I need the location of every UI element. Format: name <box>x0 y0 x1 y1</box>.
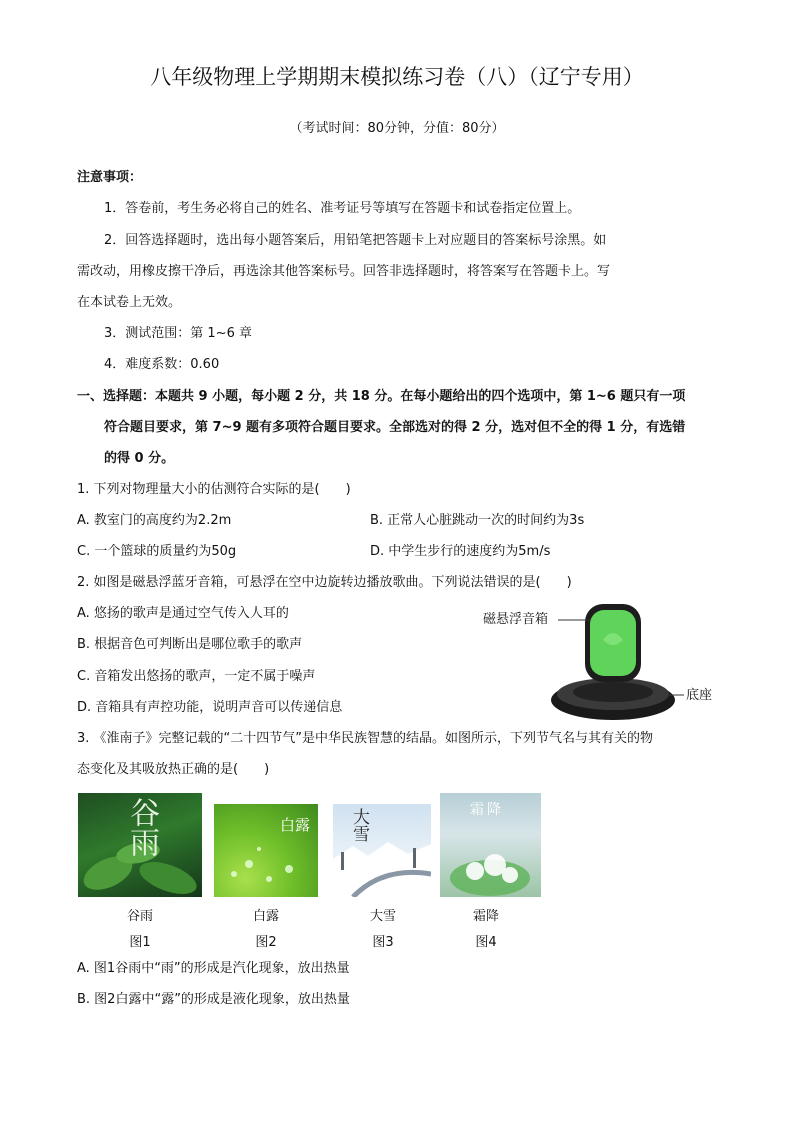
notes-heading: 注意事项： <box>77 170 143 185</box>
image-bailu <box>214 804 318 897</box>
note-item-4: 4．难度系数：0.60 <box>104 357 220 372</box>
exam-info: （考试时间：80分钟，分值：80分） <box>289 121 505 136</box>
speaker-label: 磁悬浮音箱 <box>483 612 549 627</box>
bailu-image-text: 白露 <box>280 816 311 834</box>
q3-stem-line-1: 3. 《淮南子》完整记载的“二十四节气”是中华民族智慧的结晶。如图所示，下列节气名与其有关的物 <box>77 731 654 746</box>
caption-guyu: 谷雨 <box>126 909 153 924</box>
daxue-image-text: 大雪 <box>349 808 369 842</box>
note-item-3: 3．测试范围：第 1~6 章 <box>104 326 252 341</box>
q1-option-a: A. 教室门的高度约为2.2m <box>77 513 232 528</box>
note-item-2-line-1: 2．回答选择题时，选出每小题答案后，用铅笔把答题卡上对应题目的答案标号涂黑。如 <box>104 233 607 248</box>
caption-shuangjiang: 霜降 <box>472 909 499 924</box>
q2-option-a: A. 悠扬的歌声是通过空气传入人耳的 <box>77 606 289 621</box>
caption-bailu: 白露 <box>252 909 279 924</box>
speaker-figure <box>548 600 688 725</box>
q2-option-b: B. 根据音色可判断出是哪位歌手的歌声 <box>77 637 303 652</box>
q2-option-d: D. 音箱具有声控功能，说明声音可以传递信息 <box>77 700 343 715</box>
speaker-base-inner <box>573 682 653 702</box>
section-1-line-2: 符合题目要求，第 7~9 题有多项符合题目要求。全部选对的得 2 分，选对但不全的得 1 分，有选错 <box>104 420 686 435</box>
q1-option-c: C. 一个篮球的质量约为50g <box>77 544 237 559</box>
note-item-1: 1．答卷前，考生务必将自己的姓名、准考证号等填写在答题卡和试卷指定位置上。 <box>104 201 581 216</box>
fig-label-2: 图2 <box>255 935 277 950</box>
q2-stem: 2. 如图是磁悬浮蓝牙音箱，可悬浮在空中边旋转边播放歌曲。下列说法错误的是( ) <box>77 575 572 590</box>
page-title: 八年级物理上学期期末模拟练习卷（八）（辽宁专用） <box>150 65 644 89</box>
note-item-2-line-3: 在本试卷上无效。 <box>77 295 182 310</box>
image-guyu <box>78 793 202 897</box>
fig-label-4: 图4 <box>475 935 497 950</box>
q3-stem-line-2: 态变化及其吸放热正确的是( ) <box>77 762 270 777</box>
snow-landscape <box>333 804 431 897</box>
image-daxue <box>333 804 431 897</box>
q1-option-d: D. 中学生步行的速度约为5m/s <box>370 544 551 559</box>
note-item-2-line-2: 需改动，用橡皮擦干净后，再选涂其他答案标号。回答非选择题时，将答案写在答题卡上。写 <box>77 264 611 279</box>
fig-label-1: 图1 <box>129 935 151 950</box>
q3-option-b: B. 图2白露中“露”的形成是液化现象，放出热量 <box>77 992 350 1007</box>
q1-stem: 1. 下列对物理量大小的估测符合实际的是( ) <box>77 482 351 497</box>
q3-option-a: A. 图1谷雨中“雨”的形成是汽化现象，放出热量 <box>77 961 350 976</box>
image-shuangjiang <box>440 793 541 897</box>
fig-label-3: 图3 <box>372 935 394 950</box>
q1-option-b: B. 正常人心脏跳动一次的时间约为3s <box>370 513 585 528</box>
q2-option-c: C. 音箱发出悠扬的歌声，一定不属于噪声 <box>77 669 316 684</box>
shuangjiang-image-text: 霜降 <box>470 802 504 818</box>
section-1-line-3: 的得 0 分。 <box>104 451 175 466</box>
caption-daxue: 大雪 <box>369 909 396 924</box>
base-label: 底座 <box>686 688 713 703</box>
guyu-image-text: 谷雨 <box>124 797 159 857</box>
section-1-line-1: 一、选择题：本题共 9 小题，每小题 2 分，共 18 分。在每小题给出的四个选项中，第 1~6 题只有一项 <box>77 389 686 404</box>
